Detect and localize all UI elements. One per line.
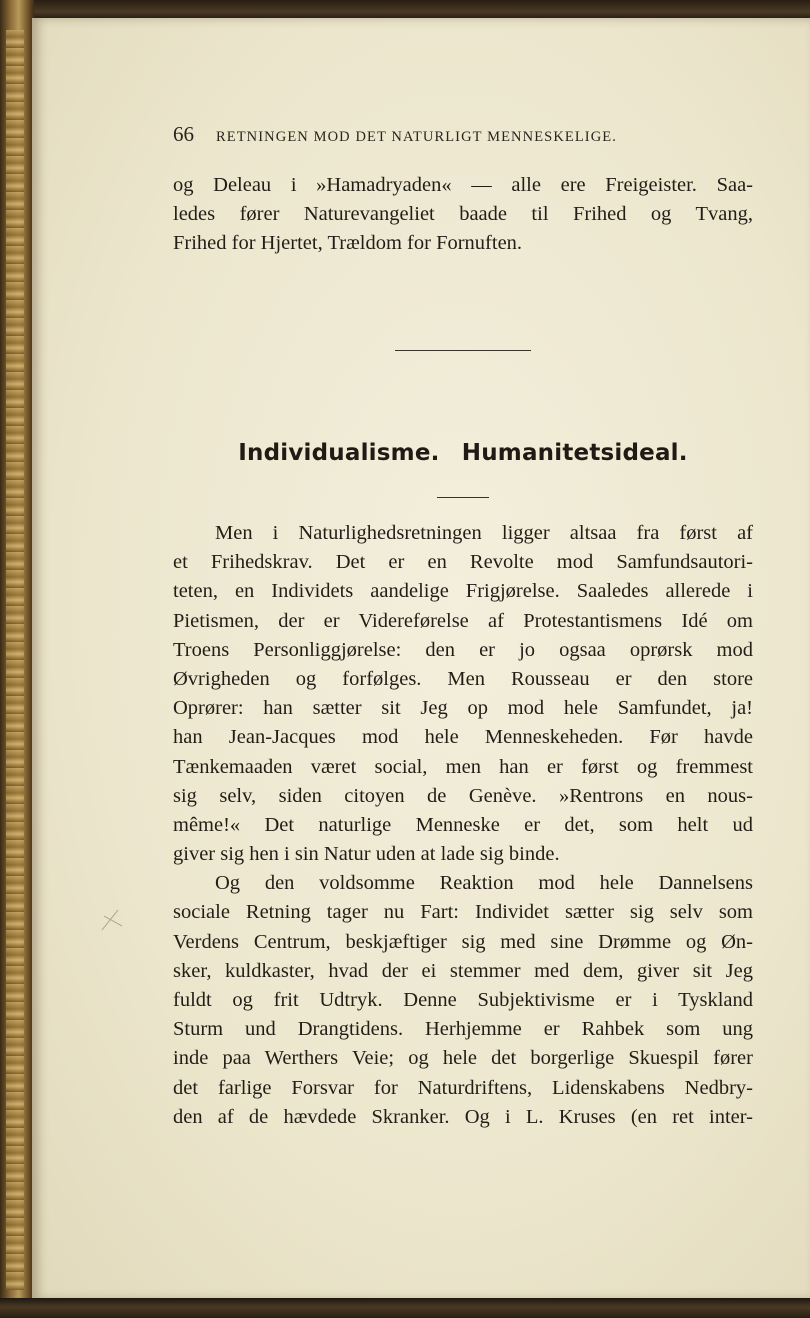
text-line: sker, kuldkaster, hvad der ei stemmer med dem, giver sit Jeg xyxy=(173,959,753,982)
text-line: et Frihedskrav. Det er en Revolte mod Samfundsautori- xyxy=(173,551,753,574)
book-top-edge xyxy=(0,0,810,20)
text-line: giver sig hen i sin Natur uden at lade sig binde. xyxy=(173,843,560,866)
text-line: Øvrigheden og forfølges. Men Rousseau er den store xyxy=(173,667,753,690)
running-head: RETNINGEN MOD DET NATURLIGT MENNESKELIGE. xyxy=(216,129,617,145)
spine-binding-texture xyxy=(6,30,24,1290)
text-line: Pietismen, der er Videreførelse af Protestantismens Idé om xyxy=(173,609,753,632)
title-underline-rule xyxy=(437,497,489,498)
text-line: même!« Det naturlige Menneske er det, som helt ud xyxy=(173,813,753,836)
page-number: 66 xyxy=(173,122,194,146)
text-line: teten, en Individets aandelige Frigjørelse. Saaledes allerede i xyxy=(173,580,753,603)
text-line: Oprører: han sætter sit Jeg op mod hele Samfundet, ja! xyxy=(173,697,753,720)
page-header xyxy=(173,122,753,148)
book-bottom-edge xyxy=(0,1298,810,1318)
text-line: sociale Retning tager nu Fart: Individet sætter sig selv som xyxy=(173,901,753,924)
text-line: Frihed for Hjertet, Trældom for Fornuften. xyxy=(173,232,523,255)
text-line: Troens Personliggjørelse: den er jo ogsaa oprørsk mod xyxy=(173,638,753,661)
text-line: inde paa Werthers Veie; og hele det borgerlige Skuespil fører xyxy=(173,1047,753,1070)
text-line: og Deleau i »Hamadryaden« — alle ere Freigeister. Saa- xyxy=(173,174,753,196)
text-line: den af de hævdede Skranker. Og i L. Kruses (en ret inter- xyxy=(173,1105,753,1128)
section-title: Individualisme. Humanitetsideal. xyxy=(238,440,688,466)
text-line: sig selv, siden citoyen de Genève. »Rentrons en nous- xyxy=(173,784,753,807)
opening-paragraph xyxy=(173,171,753,259)
text-line: Sturm und Drangtidens. Herhjemme er Rahbek som ung xyxy=(173,1018,753,1041)
text-line: fuldt og frit Udtryk. Denne Subjektivisme er i Tyskland xyxy=(173,989,753,1011)
body-text xyxy=(173,519,753,1132)
pencil-margin-mark-icon xyxy=(98,904,124,934)
text-line: ledes fører Naturevangeliet baade til Frihed og Tvang, xyxy=(173,203,753,226)
text-line: Verdens Centrum, beskjæftiger sig med sine Drømme og Øn- xyxy=(173,930,753,953)
text-line: Tænkemaaden været social, men han er først og fremmest xyxy=(173,755,753,778)
text-line: Og den voldsomme Reaktion mod hele Dannelsens xyxy=(215,872,753,895)
book-spine xyxy=(0,0,34,1318)
text-line: Men i Naturlighedsretningen ligger altsaa fra først af xyxy=(215,522,753,544)
text-line: det farlige Forsvar for Naturdriftens, Lidenskabens Nedbry- xyxy=(173,1076,753,1099)
section-divider-rule xyxy=(395,350,531,351)
text-line: han Jean-Jacques mod hele Menneskeheden. Før havde xyxy=(173,726,753,749)
